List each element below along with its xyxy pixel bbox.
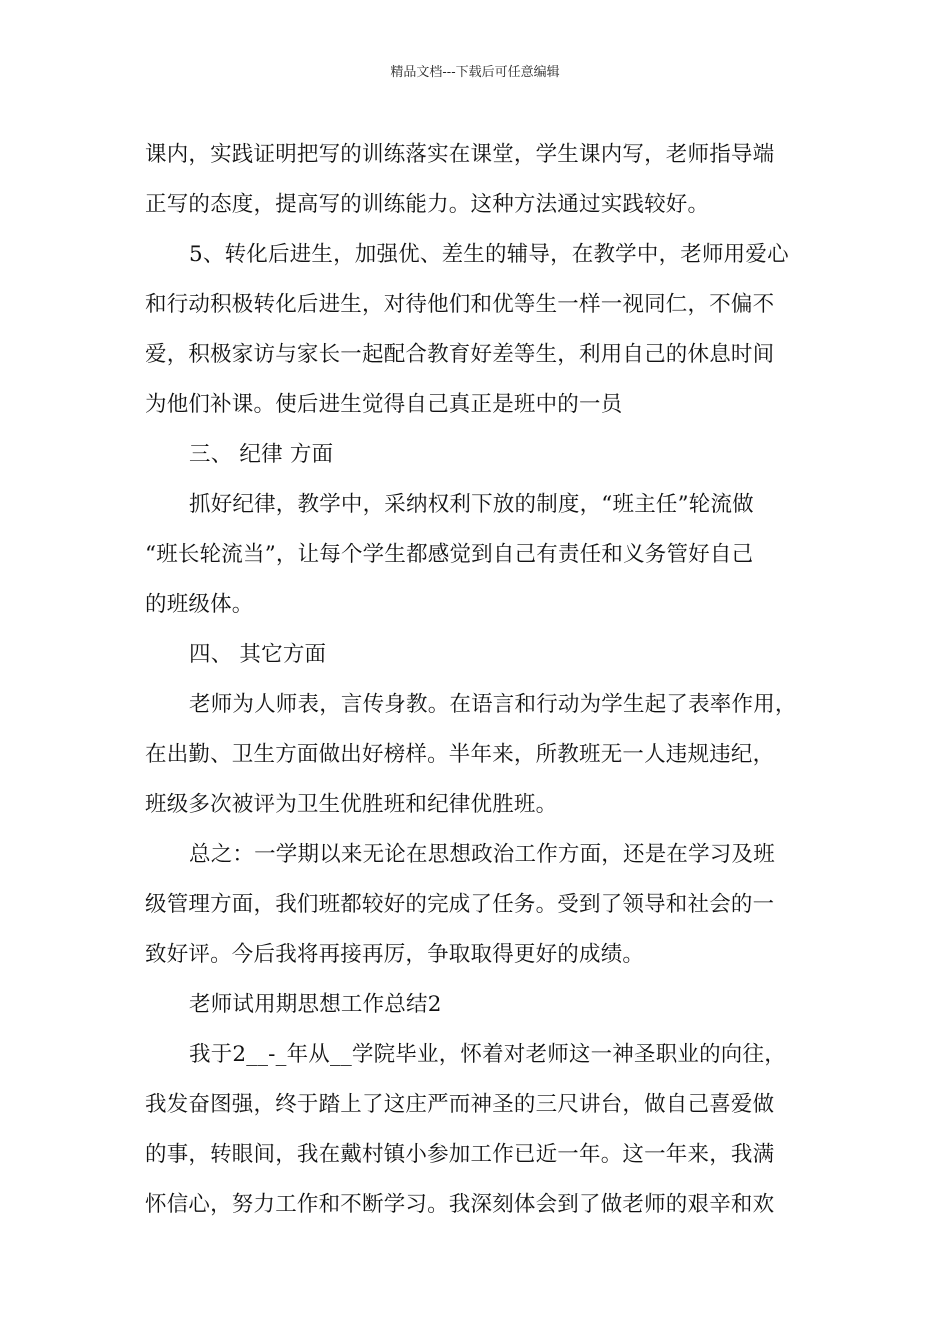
text-line: 怀信心，努力工作和不断学习。我深刻体会到了做老师的艰辛和欢 — [145, 1192, 775, 1217]
text-line: 级管理方面，我们班都较好的完成了任务。受到了领导和社会的一 — [145, 892, 775, 917]
text-line: 和行动积极转化后进生，对待他们和优等生一样一视同仁，不偏不 — [145, 292, 775, 317]
text-line: 抓好纪律，教学中，采纳权利下放的制度，“班主任”轮流做 — [189, 492, 754, 517]
text-line: 正写的态度，提高写的训练能力。这种方法通过实践较好。 — [145, 192, 710, 217]
text-line: 老师为人师表，言传身教。在语言和行动为学生起了表率作用， — [189, 692, 797, 717]
section-heading: 四、 其它方面 — [189, 642, 327, 667]
text-line: 为他们补课。使后进生觉得自己真正是班中的一员 — [145, 392, 623, 417]
document-body — [145, 130, 815, 1230]
text-line: 爱，积极家访与家长一起配合教育好差等生，利用自己的休息时间 — [145, 342, 775, 367]
section-heading: 三、 纪律 方面 — [189, 442, 334, 467]
text-line: “班长轮流当”，让每个学生都感觉到自己有责任和义务管好自己 — [145, 542, 754, 567]
text-line: 5、转化后进生，加强优、差生的辅导，在教学中，老师用爱心 — [189, 242, 789, 267]
text-line: 的事，转眼间，我在戴村镇小参加工作已近一年。这一年来，我满 — [145, 1142, 775, 1167]
section-heading: 老师试用期思想工作总结2 — [189, 992, 442, 1017]
page-header: 精品文档---下载后可任意编辑 — [390, 65, 560, 80]
text-line: 我发奋图强，终于踏上了这庄严而神圣的三尺讲台，做自己喜爱做 — [145, 1092, 775, 1117]
text-line: 我于2__-_年从__学院毕业，怀着对老师这一神圣职业的向往， — [189, 1042, 786, 1067]
text-line: 班级多次被评为卫生优胜班和纪律优胜班。 — [145, 792, 558, 817]
text-line: 课内，实践证明把写的训练落实在课堂，学生课内写，老师指导端 — [145, 142, 775, 167]
text-line: 的班级体。 — [145, 592, 254, 617]
text-line: 总之：一学期以来无论在思想政治工作方面，还是在学习及班 — [189, 842, 775, 867]
text-line: 在出勤、卫生方面做出好榜样。半年来，所教班无一人违规违纪， — [145, 742, 775, 767]
text-line: 致好评。今后我将再接再厉，争取取得更好的成绩。 — [145, 942, 645, 967]
